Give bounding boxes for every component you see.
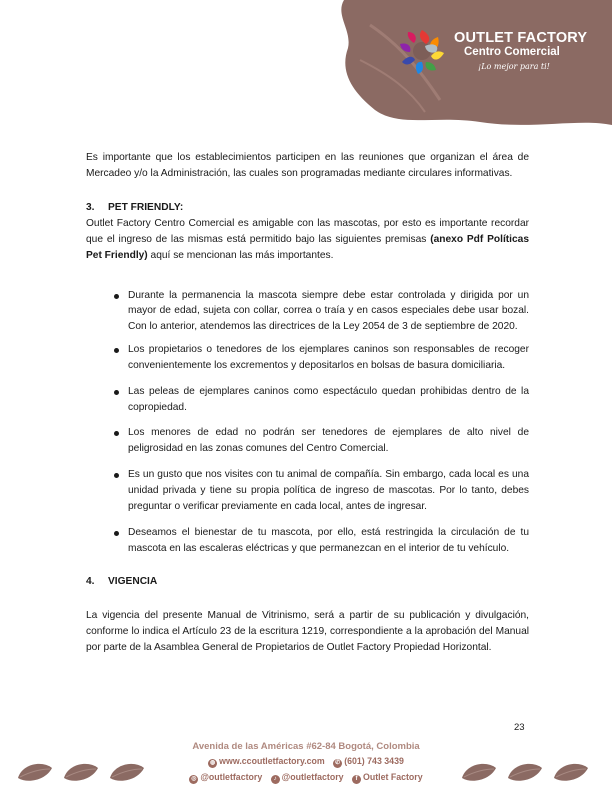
brand-subtitle: Centro Comercial: [464, 46, 560, 58]
section-3-heading: [86, 200, 529, 216]
section-3-number: 3.: [86, 201, 95, 213]
instagram-icon: ◎: [191, 776, 197, 782]
footer-phone-text: (601) 743 3439: [344, 756, 404, 766]
list-item: Las peleas de ejemplares caninos como espectáculo quedan prohibidas dentro de la copropiedad.: [114, 384, 529, 417]
globe-icon: ◍: [210, 760, 216, 766]
section-4-heading: [86, 574, 529, 590]
document-body: [86, 150, 529, 656]
leaf-decoration: [552, 760, 590, 782]
pet-rules-list: [86, 288, 529, 557]
brand-block: [392, 22, 592, 92]
leaf-decoration: [108, 760, 146, 782]
list-item: Durante la permanencia la mascota siempre debe estar controlada y dirigida por un mayor de edad, sujeta con collar, correa o traía y en casos especiales debe usar bozal. Con lo anterior, atendemos las directrices de la Ley 2054 de 3 de septiembre de 2020.: [114, 288, 529, 334]
list-item: Los menores de edad no podrán ser tenedores de ejemplares de alto nivel de peligrosidad en las zonas comunes del Centro Comercial.: [114, 425, 529, 458]
leaf-decoration: [460, 760, 498, 782]
leaf-decoration: [506, 760, 544, 782]
tiktok-icon: ♪: [271, 775, 280, 784]
list-item: Los propietarios o tenedores de los ejemplares caninos son responsables de recoger convenientemente los excrementos y depositarlos en bolsas de basura domiciliaria.: [114, 342, 529, 375]
section-3-annex-ref: (anexo Pdf Políticas Pet Friendly): [86, 234, 529, 262]
leaf-decoration: [16, 760, 54, 782]
outlet-factory-logo: [392, 22, 452, 80]
section-4-title: VIGENCIA: [108, 576, 158, 588]
leaf-decoration: [62, 760, 100, 782]
footer-instagram-text: @outletfactory: [200, 772, 263, 782]
section-3-paragraph: [86, 216, 529, 265]
footer-website-text: www.ccoutletfactory.com: [219, 756, 325, 766]
page-number: 23: [514, 722, 525, 733]
footer-phone[interactable]: [333, 756, 404, 768]
footer-website[interactable]: [208, 756, 325, 768]
list-item: Deseamos el bienestar de tu mascota, por ello, está restringida la circulación de tu mascota en las escaleras eléctricas y que permanezcan en el interior de tu vehículo.: [114, 525, 529, 558]
section-4-paragraph: La vigencia del presente Manual de Vitrinismo, será a partir de su publicación y divulgación, conforme lo indica el Artículo 23 de la escritura 1219, correspondiente a la aprobación del Manual por parte de la Asamblea General de Propietarios de Outlet Factory Propiedad Horizontal.: [86, 609, 529, 654]
footer-tiktok[interactable]: [271, 772, 344, 784]
intro-paragraph: Es importante que los establecimientos participen en las reuniones que organizan el área de Mercadeo y/o la Administración, las cuales son programadas mediante circulares informativas.: [86, 152, 529, 180]
facebook-icon: f: [352, 775, 361, 784]
footer-address: Avenida de las Américas #62-84 Bogotá, Colombia: [192, 741, 420, 752]
footer-facebook[interactable]: [352, 772, 423, 784]
brand-tagline: ¡Lo mejor para ti!: [478, 62, 550, 71]
footer-tiktok-text: @outletfactory: [281, 772, 344, 782]
section-4-number: 4.: [86, 576, 95, 588]
footer-facebook-text: Outlet Factory: [362, 772, 423, 782]
section-3-text-a: Outlet Factory Centro Comercial es amigable con las mascotas, por esto es importante recordar que el ingreso de las mismas está permitido bajo las siguientes premisas: [86, 217, 529, 246]
section-3-title: PET FRIENDLY:: [108, 201, 184, 213]
section-3-text-b: aquí se mencionan las más importantes.: [147, 250, 334, 262]
list-item: Es un gusto que nos visites con tu animal de compañía. Sin embargo, cada local es una unidad privada y tiene su propia política de ingreso de mascotas. Por lo tanto, debes preguntar o verificar previamente en cada local, antes de ingresar.: [114, 467, 529, 516]
footer-instagram[interactable]: [189, 772, 262, 784]
phone-icon: ✆: [335, 760, 341, 766]
brand-title: OUTLET FACTORY: [454, 30, 588, 46]
